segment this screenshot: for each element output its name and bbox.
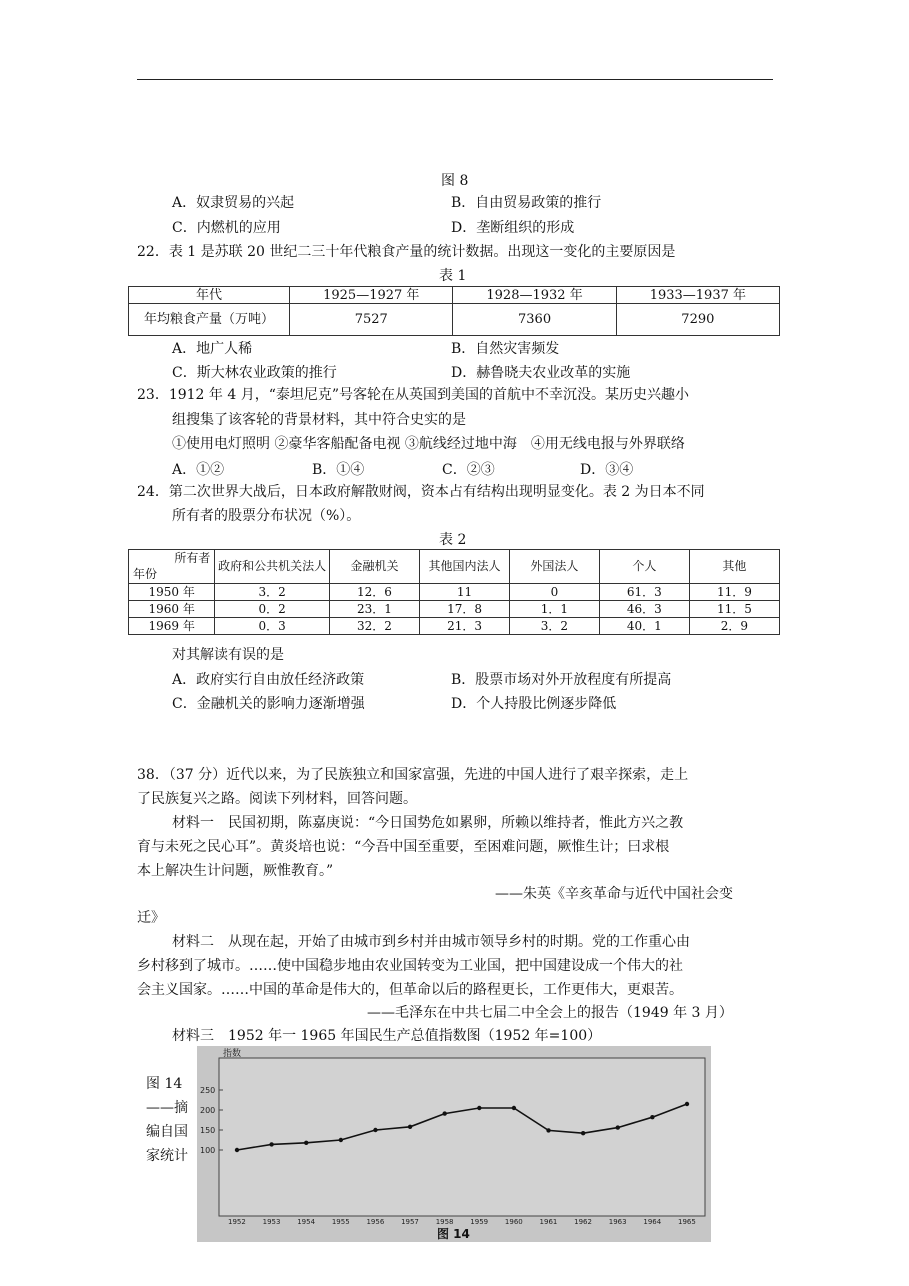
q21-option-a: A．奴隶贸易的兴起 [172, 195, 295, 211]
q21-option-c: C．内燃机的应用 [172, 220, 281, 236]
figure-14-side-label: 图 14 [146, 1076, 183, 1092]
table-2-cell: 12．6 [329, 584, 419, 601]
material-2-line2: 乡村移到了城市。……使中国稳步地由农业国转变为工业国，把中国建设成一个伟大的社 [137, 958, 683, 974]
data-point-1962 [581, 1131, 585, 1135]
q23-option-b: B．①④ [312, 462, 365, 478]
q38-intro-line1: 38．（37 分）近代以来，为了民族独立和国家富强，先进的中国人进行了艰辛探索，走上 [137, 767, 689, 783]
table-2-title: 表 2 [439, 532, 467, 548]
table-1-header: 1933—1937 年 [616, 287, 779, 304]
table-2-year: 1950 年 [129, 584, 215, 601]
q22-option-a: A．地广人稀 [172, 341, 253, 357]
table-1-cell: 7360 [453, 304, 616, 336]
table-1-cell: 7290 [616, 304, 779, 336]
table-2-cell: 0．3 [215, 618, 329, 635]
x-tick-label: 1960 [504, 1218, 523, 1226]
table-2-year: 1960 年 [129, 601, 215, 618]
table-1-header: 1925—1927 年 [290, 287, 453, 304]
figure-8-caption: 图 8 [441, 173, 469, 189]
table-2-header: 其他国内法人 [419, 550, 509, 584]
table-2-cell: 1．1 [510, 601, 600, 618]
material-1-line3: 本上解决生计问题，厥惟教育。” [137, 863, 334, 879]
data-point-1961 [546, 1128, 550, 1132]
data-point-1964 [650, 1115, 654, 1119]
table-2-cell: 23．1 [329, 601, 419, 618]
source-note-line: 家统计 [146, 1148, 188, 1164]
q24-option-b: B．股票市场对外开放程度有所提高 [451, 672, 672, 688]
table-2-header: 外国法人 [510, 550, 600, 584]
q23-option-c: C．②③ [442, 462, 495, 478]
table-2-cell: 11 [419, 584, 509, 601]
table-row [129, 601, 780, 618]
top-rule [137, 79, 773, 80]
x-tick-label: 1965 [678, 1218, 696, 1226]
table-2-cell: 40．1 [599, 618, 689, 635]
figure-14-caption: 图 14 [437, 1227, 470, 1241]
table-2-cell: 21．3 [419, 618, 509, 635]
table-1-title: 表 1 [439, 268, 467, 284]
q24-stem-line2: 所有者的股票分布状况（%）。 [172, 508, 361, 524]
figure-14-chart [197, 1046, 711, 1242]
table-2 [128, 549, 780, 635]
table-2-cell: 11．5 [689, 601, 779, 618]
x-tick-label: 1952 [228, 1218, 246, 1226]
table-2-header: 其他 [689, 550, 779, 584]
y-tick-label: 200 [200, 1106, 216, 1115]
q24-option-c: C．金融机关的影响力逐渐增强 [172, 696, 365, 712]
y-tick-label: 150 [200, 1126, 216, 1135]
corner-owner-label: 所有者 [174, 551, 211, 565]
q22-option-b: B．自然灾害频发 [451, 341, 560, 357]
table-2-corner [129, 550, 215, 584]
data-point-1953 [269, 1142, 273, 1146]
table-1-header: 年代 [129, 287, 290, 304]
table-2-cell: 3．2 [215, 584, 329, 601]
corner-year-label: 年份 [133, 567, 158, 581]
x-tick-label: 1954 [297, 1218, 316, 1226]
table-2-cell: 2．9 [689, 618, 779, 635]
table-1-header: 1928—1932 年 [453, 287, 616, 304]
q23-option-a: A．①② [172, 462, 225, 478]
table-2-cell: 11．9 [689, 584, 779, 601]
q23-stem-line1: 23．1912 年 4 月，“泰坦尼克”号客轮在从英国到美国的首航中不幸沉没。某历史兴趣小 [137, 387, 690, 403]
x-tick-label: 1964 [643, 1218, 662, 1226]
q24-option-a: A．政府实行自由放任经济政策 [172, 672, 365, 688]
table-1 [128, 286, 780, 336]
table-2-header: 个人 [599, 550, 689, 584]
table-2-cell: 61．3 [599, 584, 689, 601]
q22-option-c: C．斯大林农业政策的推行 [172, 365, 337, 381]
data-point-1957 [408, 1125, 412, 1129]
source-note-line: 编自国 [146, 1124, 188, 1140]
y-axis-label: 指数 [223, 1049, 242, 1059]
q23-stem-line2: 组搜集了该客轮的背景材料，其中符合史实的是 [172, 412, 466, 428]
table-2-header: 政府和公共机关法人 [215, 550, 329, 584]
table-1-row-label: 年均粮食产量（万吨） [129, 304, 290, 336]
y-tick-label: 250 [200, 1086, 216, 1095]
data-point-1954 [304, 1141, 308, 1145]
q23-items: ①使用电灯照明 ②豪华客船配备电视 ③航线经过地中海 ④用无线电报与外界联络 [172, 436, 685, 452]
material-2-source: ——毛泽东在中共七届二中全会上的报告（1949 年 3 月） [367, 1005, 733, 1021]
material-1-source-cont: 迁》 [137, 910, 165, 926]
x-tick-label: 1957 [401, 1218, 419, 1226]
material-1-source: ——朱英《辛亥革命与近代中国社会变 [495, 886, 733, 902]
data-point-1963 [616, 1125, 620, 1129]
gnp-index-chart [197, 1046, 711, 1242]
table-row [129, 618, 780, 635]
table-2-cell: 17．8 [419, 601, 509, 618]
q38-intro-line2: 了民族复兴之路。阅读下列材料，回答问题。 [137, 791, 417, 807]
x-tick-label: 1963 [608, 1218, 627, 1226]
x-tick-label: 1959 [470, 1218, 489, 1226]
table-2-cell: 32．2 [329, 618, 419, 635]
q21-option-d: D．垄断组织的形成 [451, 220, 575, 236]
data-point-1952 [235, 1148, 239, 1152]
q22-stem: 22．表 1 是苏联 20 世纪二三十年代粮食产量的统计数据。出现这一变化的主要原因是 [137, 244, 676, 260]
q22-option-d: D．赫鲁晓夫农业改革的实施 [451, 365, 631, 381]
x-tick-label: 1958 [435, 1218, 454, 1226]
x-tick-label: 1962 [574, 1218, 592, 1226]
material-1-line1: 材料一 民国初期，陈嘉庚说：“今日国势危如累卵，所赖以维持者，惟此方兴之教 [172, 815, 684, 831]
x-tick-label: 1953 [262, 1218, 281, 1226]
x-tick-label: 1961 [539, 1218, 558, 1226]
table-2-cell: 46．3 [599, 601, 689, 618]
table-2-header: 金融机关 [329, 550, 419, 584]
data-point-1958 [442, 1111, 446, 1115]
data-point-1959 [477, 1106, 481, 1110]
data-point-1960 [512, 1106, 516, 1110]
q23-option-d: D．③④ [580, 462, 634, 478]
material-3-title: 材料三 1952 年一 1965 年国民生产总值指数图（1952 年=100） [172, 1028, 602, 1044]
table-2-cell: 0．2 [215, 601, 329, 618]
table-1-cell: 7527 [290, 304, 453, 336]
data-point-1955 [339, 1138, 343, 1142]
x-tick-label: 1956 [366, 1218, 385, 1226]
q24-option-d: D．个人持股比例逐步降低 [451, 696, 617, 712]
data-point-1956 [373, 1128, 377, 1132]
material-2-line3: 会主义国家。……中国的革命是伟大的，但革命以后的路程更长，工作更伟大，更艰苦。 [137, 982, 683, 998]
q24-prompt: 对其解读有误的是 [172, 647, 284, 663]
table-2-cell: 3．2 [510, 618, 600, 635]
q21-option-b: B．自由贸易政策的推行 [451, 195, 602, 211]
q24-stem-line1: 24．第二次世界大战后，日本政府解散财阀，资本占有结构出现明显变化。表 2 为日本不同 [137, 484, 705, 500]
table-row [129, 584, 780, 601]
data-point-1965 [685, 1102, 689, 1106]
x-tick-label: 1955 [331, 1218, 350, 1226]
table-2-cell: 0 [510, 584, 600, 601]
material-2-line1: 材料二 从现在起，开始了由城市到乡村并由城市领导乡村的时期。党的工作重心由 [172, 934, 690, 950]
table-2-year: 1969 年 [129, 618, 215, 635]
material-1-line2: 育与未死之民心耳”。黄炎培也说：“今吾中国至重要，至困难问题，厥惟生计；曰求根 [137, 839, 670, 855]
source-note-line: ——摘 [146, 1100, 188, 1116]
y-tick-label: 100 [200, 1146, 216, 1155]
